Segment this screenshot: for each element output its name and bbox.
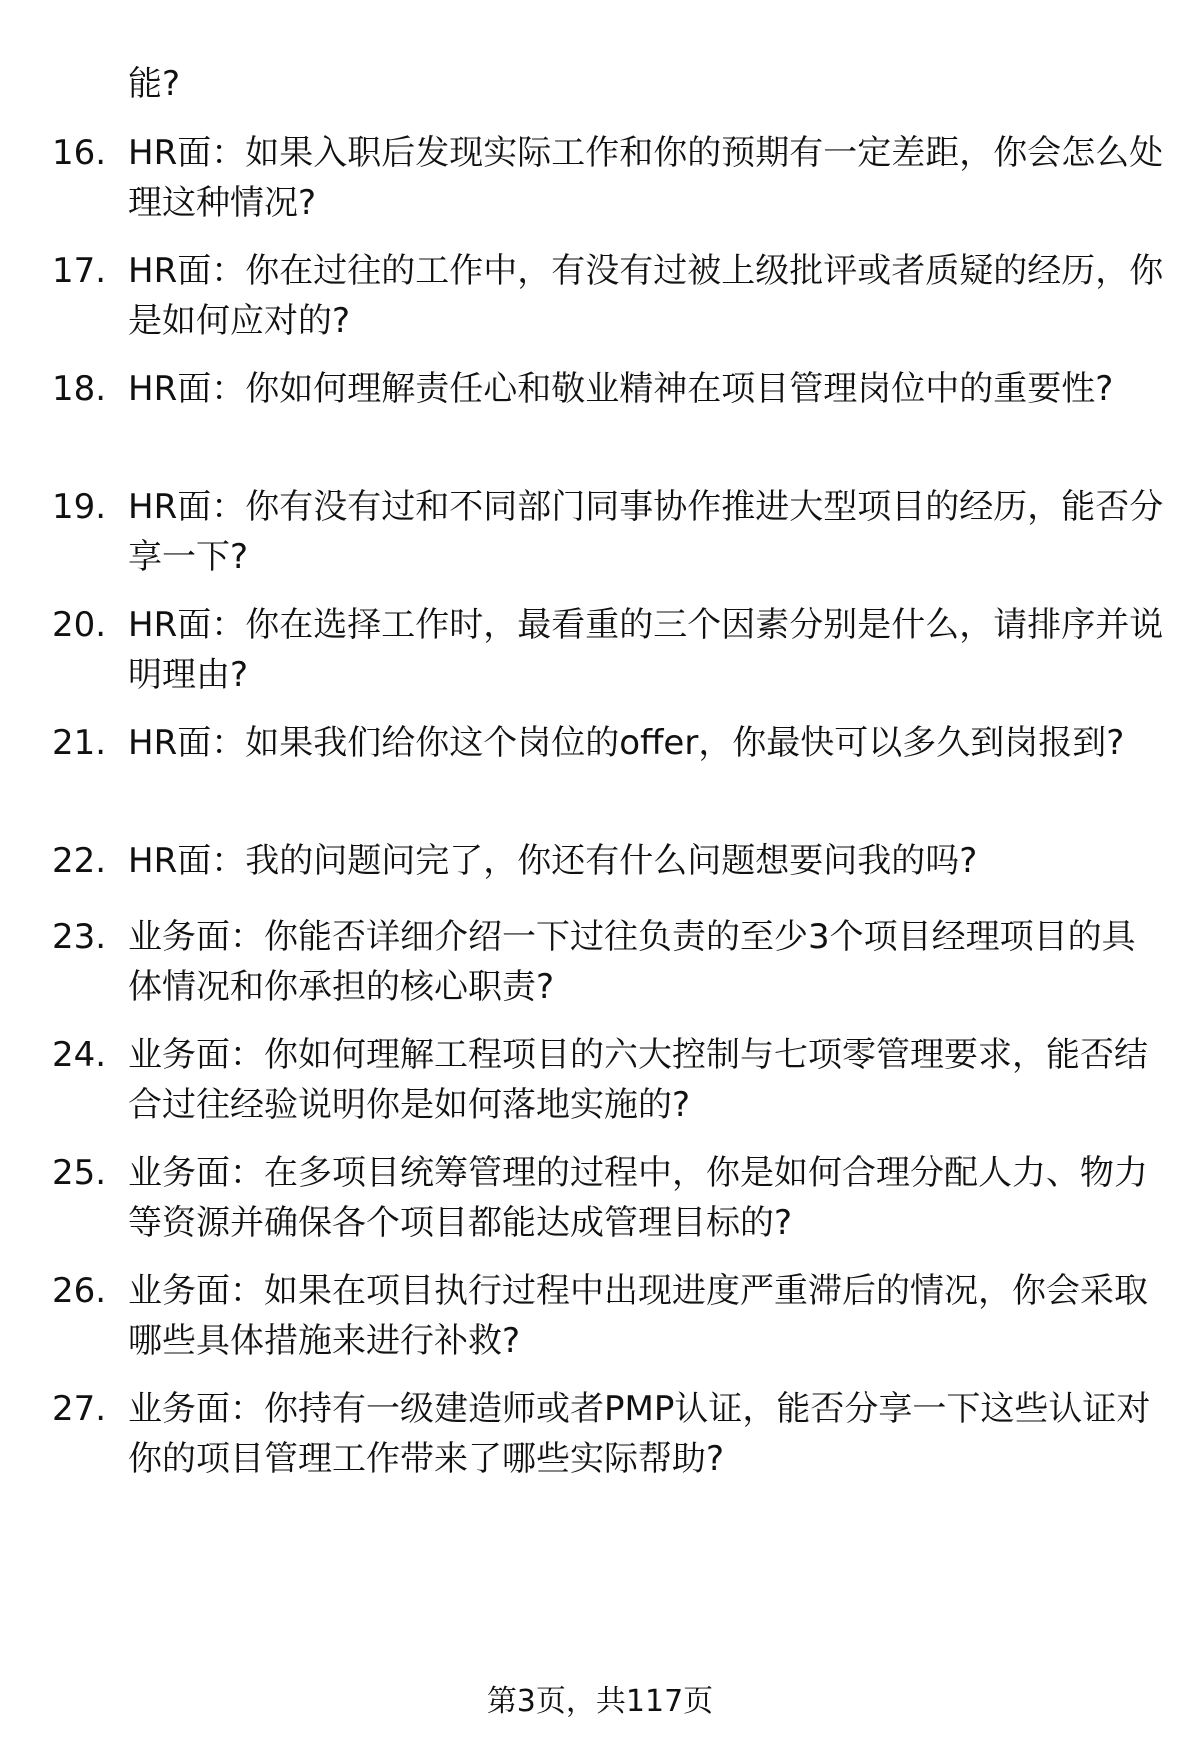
question-number: 22. xyxy=(52,841,107,881)
question-text: 业务面：在多项目统筹管理的过程中，你是如何合理分配人力、物力等资源并确保各个项目都能达成管理目标的? xyxy=(128,1153,1148,1243)
continued-question-text: 能? xyxy=(128,64,181,104)
question-text: HR面：我的问题问完了，你还有什么问题想要问我的吗? xyxy=(128,841,978,881)
question-text: 业务面：你持有一级建造师或者PMP认证，能否分享一下这些认证对你的项目管理工作带来了哪些实际帮助? xyxy=(128,1389,1151,1479)
question-text: 业务面：如果在项目执行过程中出现进度严重滞后的情况，你会采取哪些具体措施来进行补救? xyxy=(128,1271,1148,1361)
question-number: 17. xyxy=(52,251,107,291)
question-text: HR面：你在过往的工作中，有没有过被上级批评或者质疑的经历，你是如何应对的? xyxy=(128,251,1164,341)
question-number: 19. xyxy=(52,487,107,527)
question-text: 业务面：你能否详细介绍一下过往负责的至少3个项目经理项目的具体情况和你承担的核心职责? xyxy=(128,917,1136,1007)
question-number: 24. xyxy=(52,1035,107,1075)
question-number: 20. xyxy=(52,605,107,645)
question-text: HR面：你如何理解责任心和敬业精神在项目管理岗位中的重要性? xyxy=(128,369,1114,409)
question-number: 21. xyxy=(52,723,107,763)
question-text: 业务面：你如何理解工程项目的六大控制与七项零管理要求，能否结合过往经验说明你是如何落地实施的? xyxy=(128,1035,1148,1125)
question-text: HR面：你有没有过和不同部门同事协作推进大型项目的经历，能否分享一下? xyxy=(128,487,1164,577)
question-number: 23. xyxy=(52,917,107,957)
question-text: HR面：你在选择工作时，最看重的三个因素分别是什么，请排序并说明理由? xyxy=(128,605,1164,695)
question-text: HR面：如果我们给你这个岗位的offer，你最快可以多久到岗报到? xyxy=(128,723,1125,763)
question-text: HR面：如果入职后发现实际工作和你的预期有一定差距，你会怎么处理这种情况? xyxy=(128,133,1164,223)
question-number: 25. xyxy=(52,1153,107,1193)
page-footer: 第3页，共117页 xyxy=(486,1684,714,1719)
question-number: 27. xyxy=(52,1389,107,1429)
question-number: 26. xyxy=(52,1271,107,1311)
question-number: 16. xyxy=(52,133,107,173)
question-number: 18. xyxy=(52,369,107,409)
